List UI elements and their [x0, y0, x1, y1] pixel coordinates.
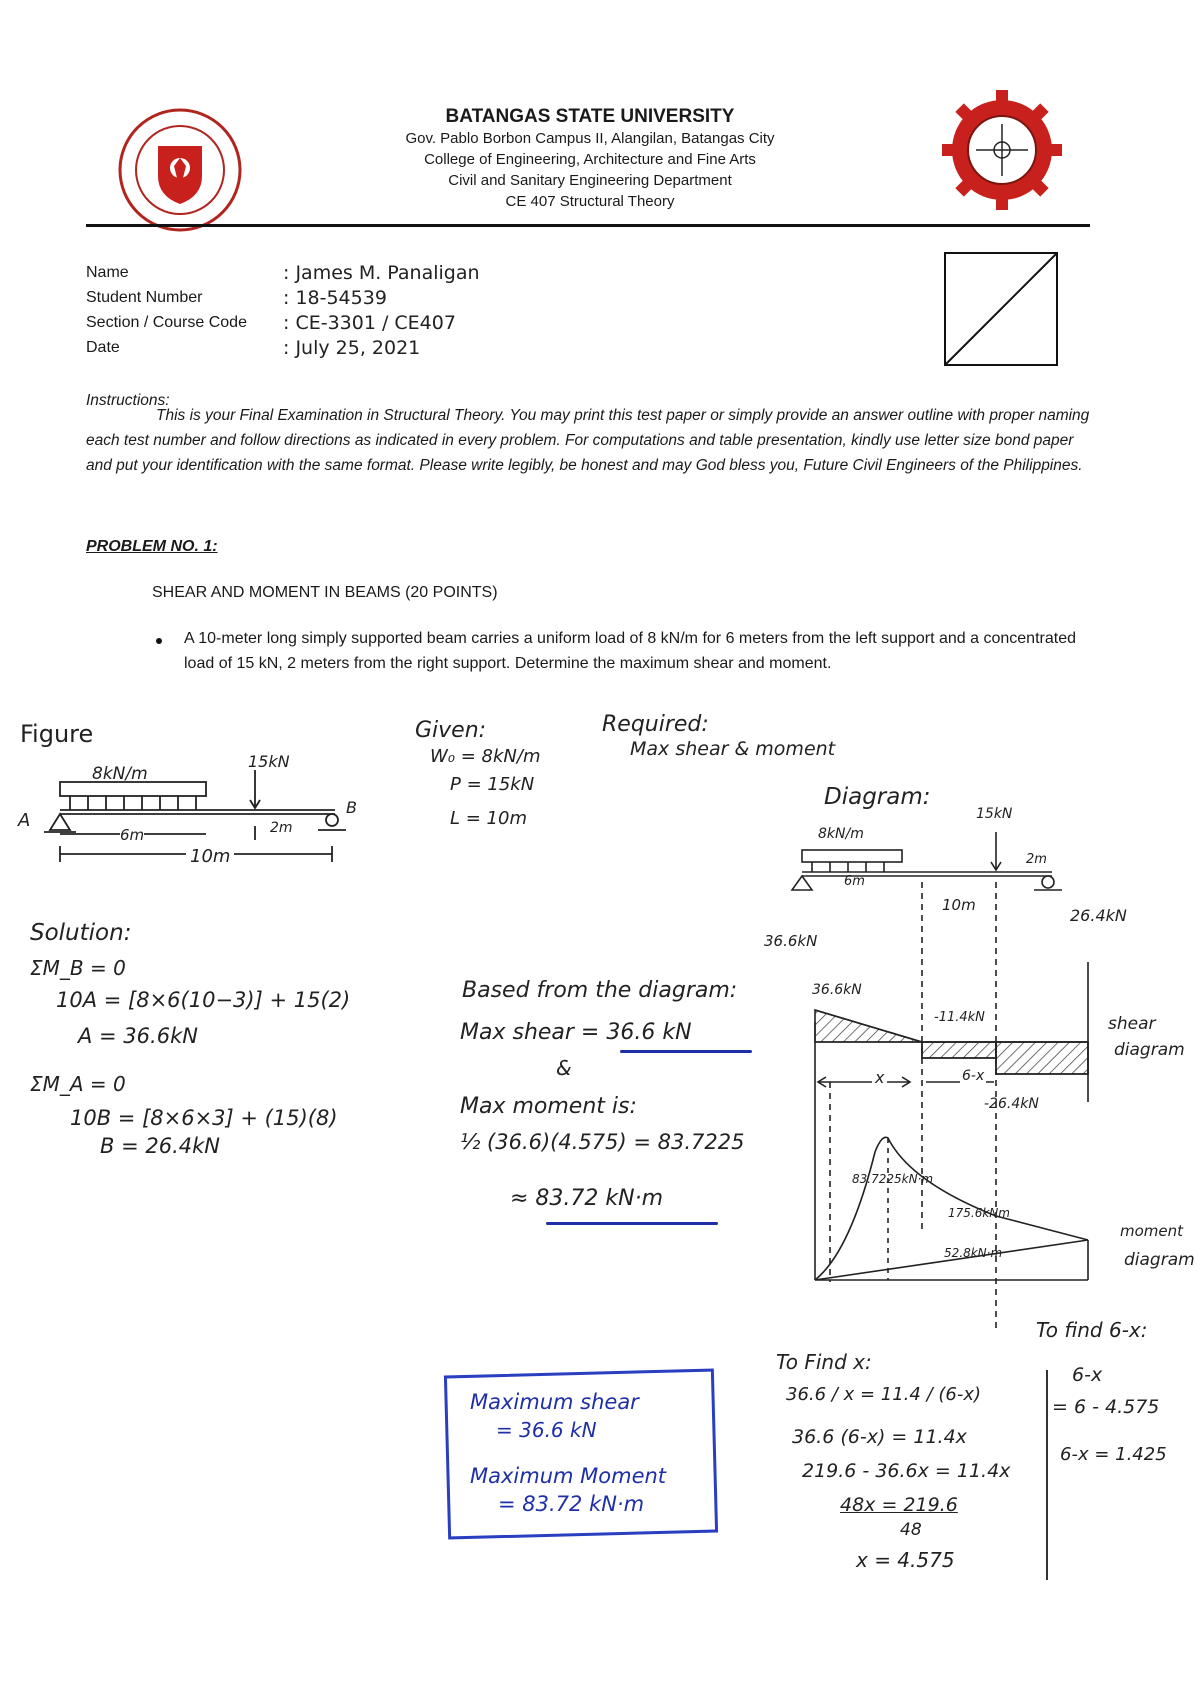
required-text: Max shear & moment — [630, 738, 836, 760]
problem-statement: A 10-meter long simply supported beam carries a uniform load of 8 kN/m for 6 meters from the left support and a concentrated load of 15 kN, 2 meters from the right support. Determine the maximum shear and moment. — [184, 630, 1076, 672]
shear-value-3: -26.4kN — [984, 1096, 1039, 1112]
find-x-line-3: 219.6 - 36.6x = 11.4x — [802, 1460, 1011, 1482]
solution-line-2: 10A = [8×6(10−3)] + 15(2) — [56, 988, 351, 1012]
moment-diagram-label-2: diagram — [1124, 1250, 1195, 1270]
diagram-span-6m: 6m — [844, 874, 865, 889]
moment-diagram-label: moment — [1120, 1222, 1184, 1240]
given-title: Given: — [415, 718, 487, 743]
based-line-2: Max shear = 36.6 kN — [460, 1020, 692, 1045]
figure-title: Figure — [20, 720, 94, 748]
name-label: Name — [86, 264, 129, 281]
reaction-b-label: 26.4kN — [1070, 906, 1127, 925]
figure-udl-label: 8kN/m — [92, 764, 148, 784]
based-line-5: ½ (36.6)(4.575) = 83.7225 — [460, 1130, 745, 1154]
based-line-3: & — [556, 1056, 572, 1080]
course-line: CE 407 Structural Theory — [505, 193, 675, 210]
find-x-title: To Find x: — [776, 1350, 872, 1374]
diagram-point-load-label: 15kN — [976, 806, 1013, 822]
section-value: : CE-3301 / CE407 — [283, 312, 456, 334]
section-label: Section / Course Code — [86, 314, 247, 331]
left-logo — [118, 108, 242, 232]
student-number-label: Student Number — [86, 289, 203, 306]
figure-span-10m: 10m — [186, 846, 234, 867]
solution-line-1: ΣM_B = 0 — [30, 956, 126, 980]
figure-point-load-label: 15kN — [248, 752, 290, 771]
find-6x-title: To find 6-x: — [1036, 1318, 1148, 1342]
moment-value-3: 52.8kN·m — [944, 1246, 1003, 1260]
find-x-line-1: 36.6 / x = 11.4 / (6-x) — [786, 1384, 981, 1405]
bullet-dot — [156, 638, 162, 644]
shear-value-2: -11.4kN — [934, 1010, 985, 1025]
header-divider — [86, 224, 1090, 227]
moment-value-2: 175.6kNm — [948, 1206, 1010, 1220]
right-logo-text — [0, 0, 1, 1]
problem-title: SHEAR AND MOMENT IN BEAMS (20 POINTS) — [152, 584, 498, 601]
diagram-title: Diagram: — [824, 784, 931, 810]
answer-line-1: Maximum shear — [470, 1390, 639, 1414]
max-shear-underline — [620, 1050, 752, 1053]
solution-line-6: B = 26.4kN — [100, 1134, 220, 1158]
diagram-span-2m: 2m — [1026, 852, 1047, 867]
find-6x-line-1: 6-x — [1072, 1364, 1103, 1386]
find-6x-line-3: 6-x = 1.425 — [1060, 1444, 1167, 1465]
college-line: College of Engineering, Architecture and Fine Arts — [424, 151, 756, 168]
student-number-value: : 18-54539 — [283, 287, 387, 309]
figure-beam-sketch — [20, 750, 370, 890]
shear-diagram-label: shear — [1108, 1014, 1156, 1034]
given-w0: W₀ = 8kN/m — [430, 746, 541, 767]
given-l: L = 10m — [450, 808, 527, 829]
solution-line-5: 10B = [8×6×3] + (15)(8) — [70, 1106, 338, 1130]
date-label: Date — [86, 339, 120, 356]
find-x-line-5: 48 — [900, 1520, 922, 1540]
solution-line-3: A = 36.6kN — [78, 1024, 198, 1048]
answer-line-4: = 83.72 kN·m — [498, 1492, 645, 1516]
reaction-a-label: 36.6kN — [764, 932, 818, 950]
find-divider — [1046, 1370, 1048, 1580]
instructions-body: This is your Final Examination in Structural Theory. You may print this test paper or simply provide an answer outline with proper naming each test number and follow directions as indicated in every problem. For computations and table presentation, kindly use letter size bond paper and put your identification with the same format. Please write legibly, be honest and may God bless you, Future Civil Engineers of the Philippines. — [86, 407, 1090, 474]
six-minus-x-label: 6-x — [962, 1068, 985, 1084]
figure-span-6m: 6m — [120, 826, 145, 844]
diagram-span-10m: 10m — [942, 896, 976, 914]
right-logo — [940, 88, 1064, 212]
figure-span-2m: 2m — [270, 820, 293, 836]
diagram-udl-label: 8kN/m — [818, 826, 864, 842]
find-6x-line-2: = 6 - 4.575 — [1052, 1396, 1160, 1418]
date-value: : July 25, 2021 — [283, 337, 421, 359]
figure-label-b: B — [346, 798, 357, 817]
department-line: Civil and Sanitary Engineering Department — [448, 172, 732, 189]
given-p: P = 15kN — [450, 774, 535, 795]
answer-line-2: = 36.6 kN — [496, 1418, 597, 1442]
x-label: x — [872, 1068, 887, 1087]
find-x-line-4: 48x = 219.6 — [840, 1494, 958, 1516]
solution-title: Solution: — [30, 920, 132, 946]
figure-label-a: A — [18, 810, 31, 831]
instructions-heading: Instructions: — [86, 392, 170, 409]
name-value: : James M. Panaligan — [283, 262, 480, 284]
find-x-line-2: 36.6 (6-x) = 11.4x — [792, 1426, 967, 1448]
required-title: Required: — [602, 712, 709, 737]
answer-line-3: Maximum Moment — [470, 1464, 667, 1488]
university-name: BATANGAS STATE UNIVERSITY — [445, 106, 735, 127]
campus-line: Gov. Pablo Borbon Campus II, Alangilan, Batangas City — [405, 130, 775, 147]
solution-line-4: ΣM_A = 0 — [30, 1072, 126, 1096]
score-box — [944, 252, 1058, 366]
find-x-line-6: x = 4.575 — [856, 1548, 955, 1572]
max-moment-underline — [546, 1222, 718, 1225]
based-line-6: ≈ 83.72 kN·m — [510, 1186, 664, 1211]
shear-diagram-label-2: diagram — [1114, 1040, 1185, 1060]
shear-value-1: 36.6kN — [812, 982, 862, 998]
problem-number: PROBLEM NO. 1: — [86, 538, 218, 555]
moment-max-label: 83.7225kN·m — [852, 1172, 934, 1186]
based-line-4: Max moment is: — [460, 1094, 637, 1119]
based-line-1: Based from the diagram: — [462, 978, 738, 1003]
